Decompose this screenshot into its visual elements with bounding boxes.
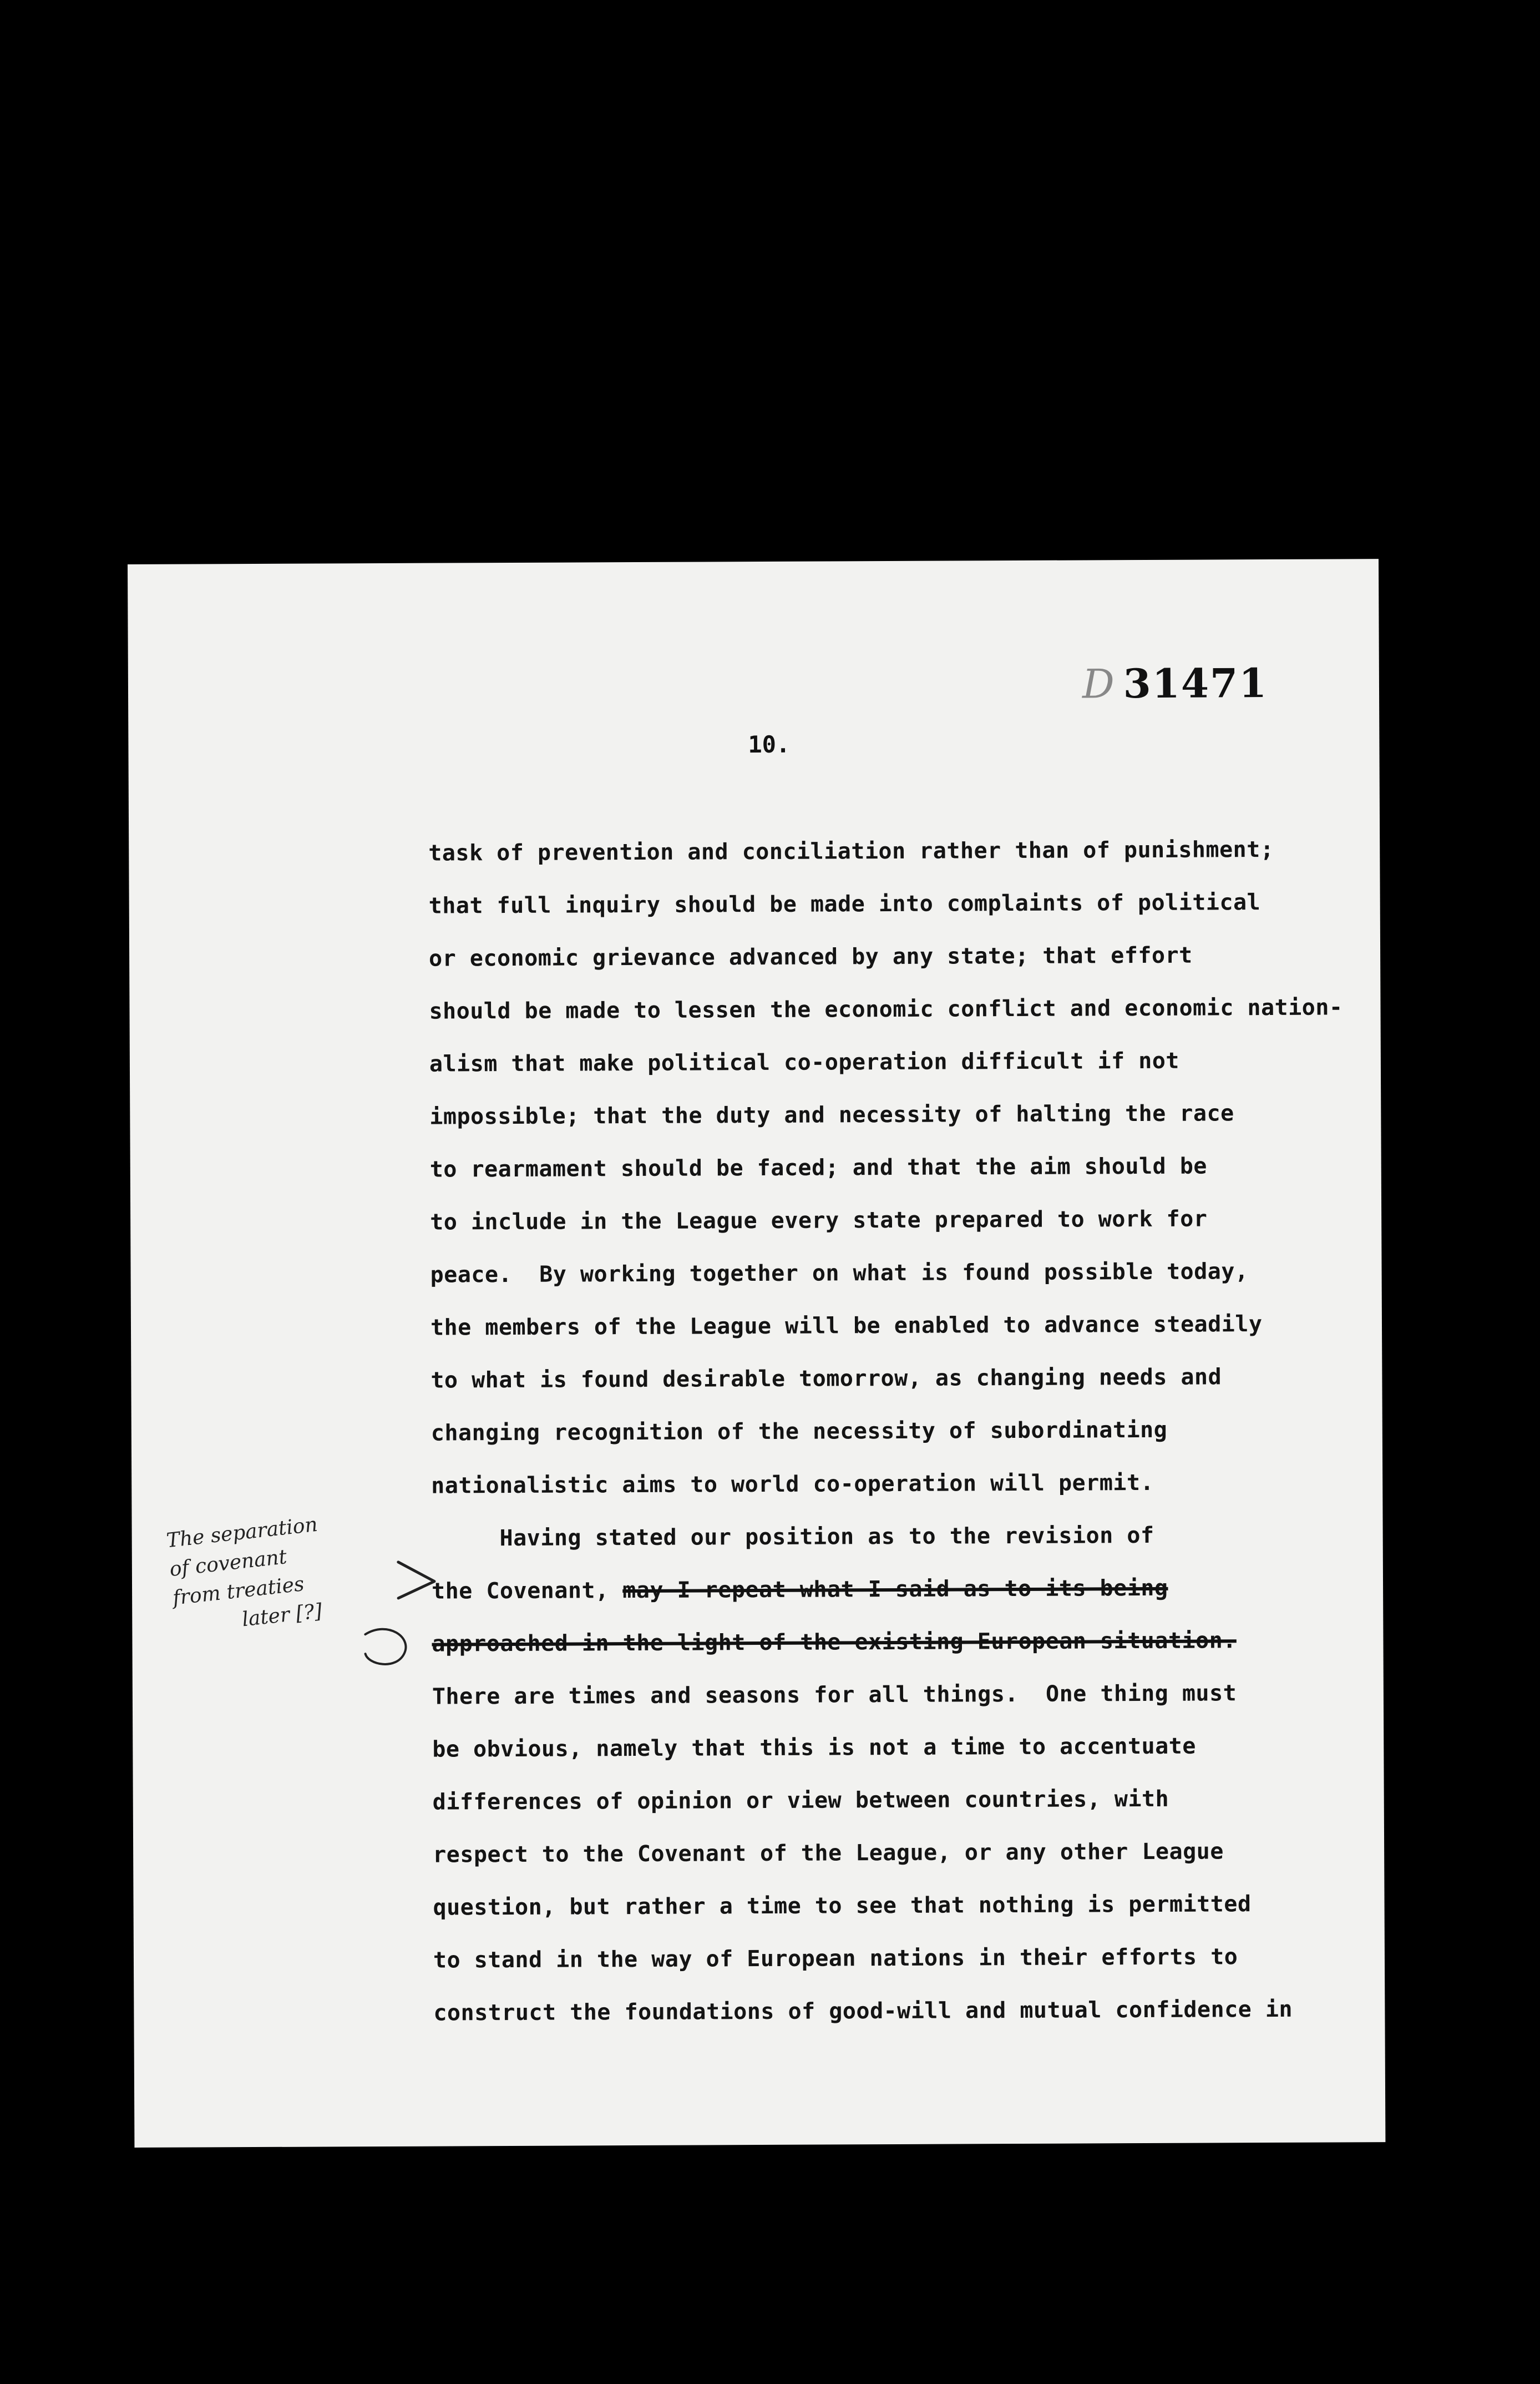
text-line: to what is found desirable tomorrow, as changing needs and bbox=[430, 1364, 1222, 1393]
text-line: peace. By working together on what is found possible today, bbox=[430, 1259, 1249, 1288]
text-line: impossible; that the duty and necessity of halting the race bbox=[429, 1100, 1234, 1130]
text-line: nationalistic aims to world co-operation will permit. bbox=[431, 1469, 1154, 1499]
text-line: respect to the Covenant of the League, or any other League bbox=[433, 1838, 1224, 1868]
text-line: differences of opinion or view between countries, with bbox=[432, 1786, 1169, 1815]
text-line: to stand in the way of European nations in their efforts to bbox=[433, 1944, 1238, 1973]
text-line: to rearmament should be faced; and that the aim should be bbox=[429, 1153, 1208, 1183]
text-line-with-strike bbox=[432, 1575, 1168, 1604]
struck-text: may I repeat what I said as to its being bbox=[622, 1575, 1168, 1604]
text-line: that full inquiry should be made into complaints of political bbox=[428, 890, 1261, 919]
text-line: Having stated our position as to the revision of bbox=[431, 1522, 1154, 1552]
page-number: 10. bbox=[748, 730, 791, 759]
text-line: the members of the League will be enabled to advance steadily bbox=[430, 1311, 1263, 1341]
line-plain-text: the Covenant, bbox=[431, 1578, 623, 1604]
text-line: should be made to lessen the economic conflict and economic nation- bbox=[429, 994, 1343, 1024]
document-stamp bbox=[1082, 659, 1268, 707]
text-line: alism that make political co-operation difficult if not bbox=[429, 1048, 1180, 1077]
stamp-prefix: D bbox=[1082, 660, 1116, 708]
handwritten-note-line: The separation bbox=[165, 1513, 319, 1553]
text-line: question, but rather a time to see that nothing is permitted bbox=[433, 1891, 1252, 1921]
stamp-number: 31471 bbox=[1123, 659, 1268, 708]
text-line: changing recognition of the necessity of subordinating bbox=[430, 1417, 1168, 1446]
circle-mark-icon bbox=[354, 1623, 415, 1673]
struck-text: approached in the light of the existing European situation. bbox=[432, 1628, 1237, 1657]
text-line-with-strike bbox=[432, 1628, 1237, 1656]
text-line: be obvious, namely that this is not a time to accentuate bbox=[432, 1733, 1197, 1762]
handwritten-note-line: from treaties bbox=[171, 1573, 306, 1610]
text-line: to include in the League every state prepared to work for bbox=[430, 1206, 1208, 1235]
text-line: construct the foundations of good-will and mutual confidence in bbox=[433, 1996, 1293, 2026]
handwritten-note bbox=[165, 1511, 328, 1642]
handwritten-note-line: later [?] bbox=[241, 1599, 323, 1632]
document-page bbox=[128, 559, 1385, 2148]
text-line: There are times and seasons for all things. One thing must bbox=[432, 1680, 1237, 1710]
text-line: or economic grievance advanced by any state; that effort bbox=[429, 942, 1193, 972]
chevron-right-icon bbox=[393, 1557, 443, 1607]
text-line: task of prevention and conciliation rather than of punishment; bbox=[428, 836, 1274, 866]
handwritten-note-line: of covenant bbox=[168, 1545, 288, 1582]
